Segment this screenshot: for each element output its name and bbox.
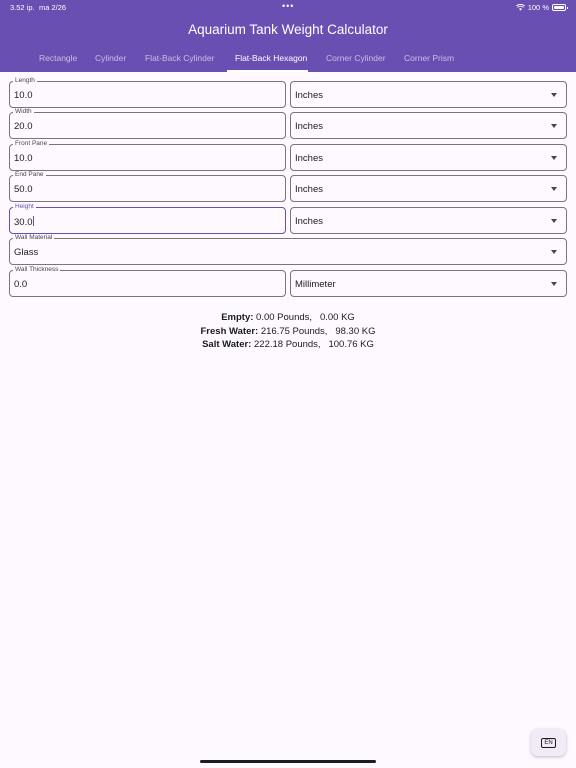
end-pane-unit-dropdown[interactable]: [290, 175, 567, 202]
height-label: Height: [15, 203, 34, 210]
length-value: 10.0: [14, 90, 33, 101]
width-label: Width: [15, 108, 32, 115]
tab-corner-prism[interactable]: Corner Prism: [404, 53, 455, 63]
tab-corner-cylinder[interactable]: Corner Cylinder: [326, 53, 386, 63]
dropdown-arrow-icon: [551, 93, 557, 97]
length-label: Length: [15, 77, 35, 84]
wall-thickness-input[interactable]: [9, 266, 286, 297]
dropdown-arrow-icon: [551, 124, 557, 128]
front-pane-unit-value: Inches: [295, 153, 323, 164]
wall-thickness-unit-dropdown[interactable]: [290, 270, 567, 297]
language-button[interactable]: [531, 729, 566, 756]
page-title: Aquarium Tank Weight Calculator: [188, 22, 388, 37]
tab-flat-back-cylinder[interactable]: Flat-Back Cylinder: [145, 53, 215, 63]
width-unit-dropdown[interactable]: [290, 112, 567, 139]
wall-material-dropdown[interactable]: [9, 234, 567, 265]
result-empty-label: Empty:: [221, 312, 254, 323]
status-time: 3.52 ip.: [10, 3, 35, 12]
width-unit-value: Inches: [295, 121, 323, 132]
result-salt-water-label: Salt Water:: [202, 339, 252, 351]
tab-cylinder[interactable]: Cylinder: [95, 53, 127, 63]
wall-thickness-unit-value: Millimeter: [295, 279, 336, 290]
battery-icon: [552, 4, 566, 11]
height-unit-dropdown[interactable]: [290, 207, 567, 234]
wifi-icon: [516, 4, 525, 11]
wall-material-label: Wall Material: [15, 234, 53, 241]
tab-flat-back-hexagon[interactable]: Flat-Back Hexagon: [235, 53, 308, 63]
front-pane-input[interactable]: [9, 140, 286, 171]
width-input[interactable]: [9, 108, 286, 139]
tab-rectangle[interactable]: Rectangle: [39, 53, 78, 63]
height-input[interactable]: [9, 203, 286, 234]
result-salt-water-value: 222.18 Pounds, 100.76 KG: [254, 339, 374, 351]
front-pane-unit-dropdown[interactable]: [290, 144, 567, 171]
front-pane-value: 10.0: [14, 153, 33, 164]
dropdown-arrow-icon: [551, 282, 557, 286]
length-unit-dropdown[interactable]: [290, 81, 567, 108]
dropdown-arrow-icon: [551, 219, 557, 223]
end-pane-value: 50.0: [14, 184, 33, 195]
end-pane-input[interactable]: [9, 171, 286, 202]
dropdown-arrow-icon: [551, 187, 557, 191]
status-bar: [0, 0, 576, 14]
active-tab-indicator: [227, 70, 308, 72]
dropdown-arrow-icon: [551, 156, 557, 160]
result-fresh-water: [0, 325, 576, 339]
wall-material-value: Glass: [14, 247, 39, 258]
wall-thickness-value: 0.0: [14, 279, 28, 290]
length-unit-value: Inches: [295, 90, 323, 101]
dropdown-arrow-icon: [551, 250, 557, 254]
text-caret: [33, 216, 34, 226]
results-panel: [0, 311, 576, 352]
length-input[interactable]: [9, 77, 286, 108]
status-right: [516, 3, 566, 12]
end-pane-unit-value: Inches: [295, 184, 323, 195]
result-salt-water: [0, 338, 576, 352]
status-date: ma 2/26: [39, 3, 67, 12]
app-bar: [0, 0, 576, 72]
battery-percent: 100 %: [527, 3, 549, 12]
result-empty: [0, 311, 576, 325]
home-indicator[interactable]: [200, 760, 376, 763]
wall-thickness-label: Wall Thickness: [15, 266, 59, 273]
end-pane-label: End Pane: [15, 171, 44, 178]
multitasking-dots-icon[interactable]: •••: [282, 1, 295, 11]
result-empty-value: 0.00 Pounds, 0.00 KG: [256, 312, 355, 323]
width-value: 20.0: [14, 121, 33, 132]
height-unit-value: Inches: [295, 216, 323, 227]
result-fresh-water-value: 216.75 Pounds, 98.30 KG: [260, 325, 376, 337]
front-pane-label: Front Pane: [15, 140, 48, 147]
result-fresh-water-label: Fresh Water:: [200, 325, 259, 337]
height-value: 30.0: [14, 217, 33, 228]
tab-bar: [0, 49, 576, 72]
language-icon: EN: [541, 738, 555, 748]
height-value-wrap: [14, 216, 34, 228]
